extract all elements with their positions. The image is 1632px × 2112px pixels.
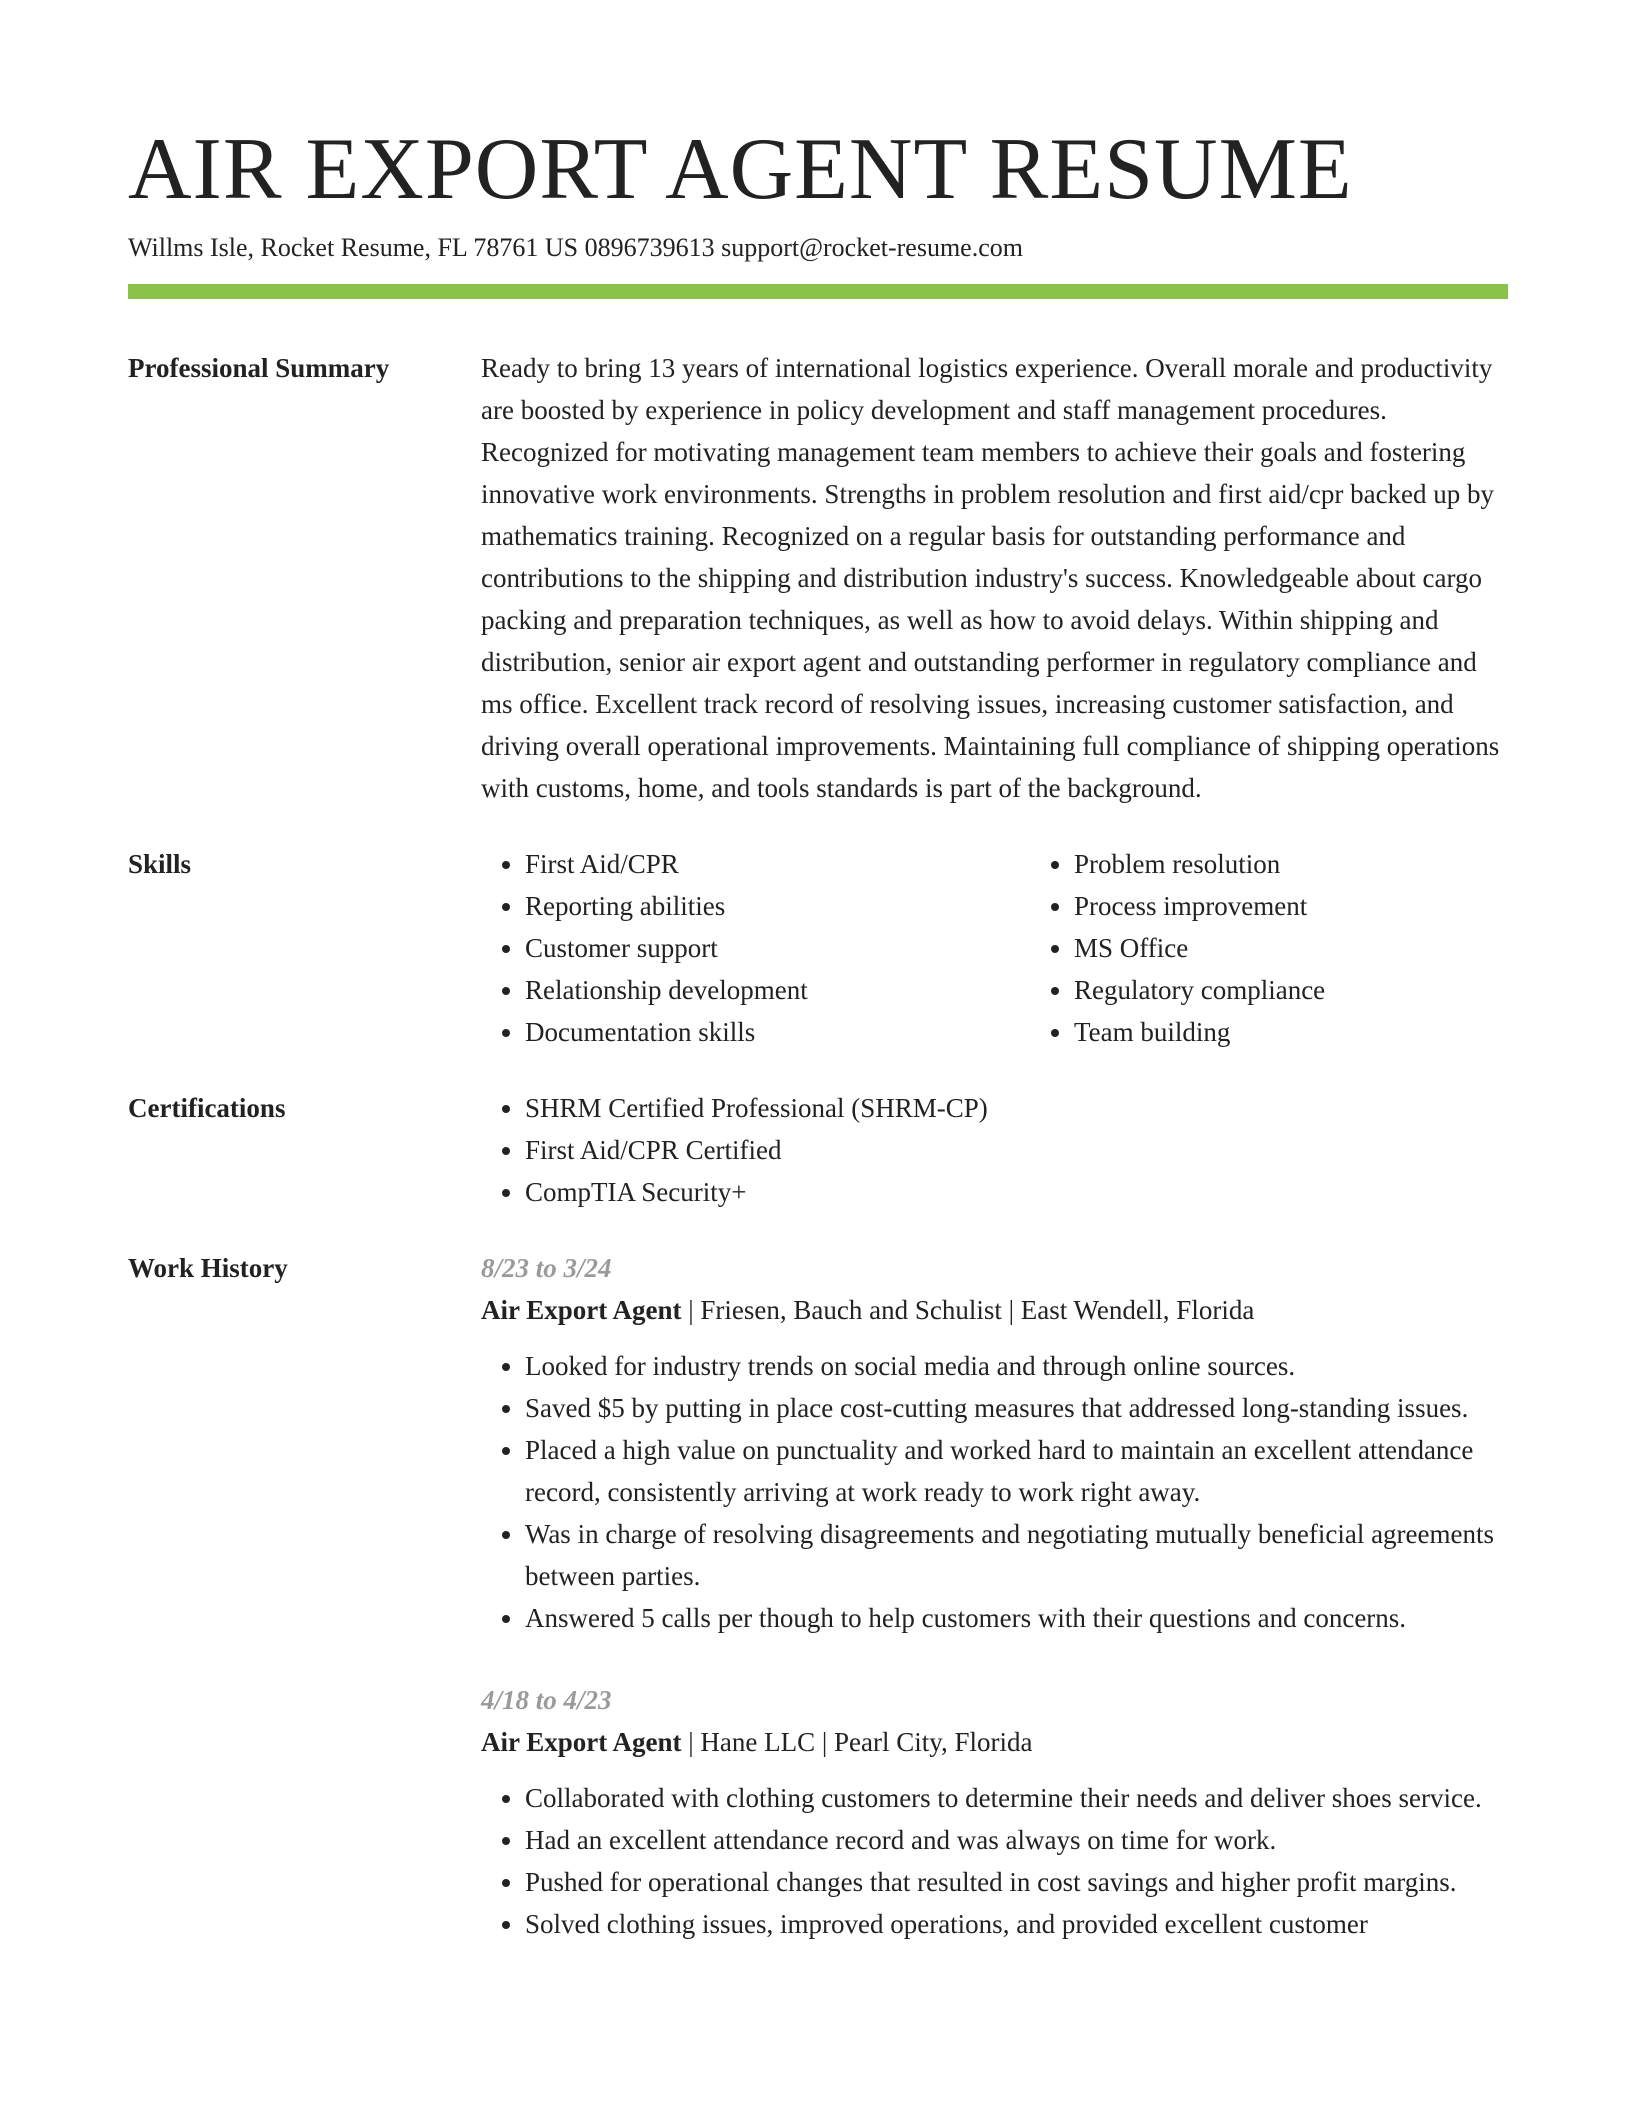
certifications-section [128, 1087, 1508, 1213]
certifications-label: Certifications [128, 1093, 286, 1123]
resume-title: AIR EXPORT AGENT RESUME [128, 121, 1353, 218]
certification-item: • CompTIA Security+ [525, 1171, 1508, 1213]
job-heading [481, 1721, 1508, 1763]
job-heading [481, 1289, 1508, 1331]
certification-item: • First Aid/CPR Certified [525, 1129, 1508, 1171]
job-bullet: • Answered 5 calls per though to help customers with their questions and concerns. [525, 1597, 1508, 1639]
job-bullet: • Looked for industry trends on social media and through online sources. [525, 1345, 1508, 1387]
work-history-section [128, 1247, 1508, 1985]
summary-text: Ready to bring 13 years of international logistics experience. Overall morale and productivity are boosted by experience in policy development and staff management procedures. Recognized for motivating management team members to achieve their goals and fostering innovative work environments. Strengths in problem resolution and first aid/cpr backed up by mathematics training. Recognized on a regular basis for outstanding performance and contributions to the shipping and distribution industry's success. Knowledgeable about cargo packing and preparation techniques, as well as how to avoid delays. Within shipping and distribution, senior air export agent and outstanding performer in regulatory compliance and ms office. Excellent track record of resolving issues, increasing customer satisfaction, and driving overall operational improvements. Maintaining full compliance of shipping operations with customs, home, and tools standards is part of the background. [481, 353, 1500, 803]
job-entry [481, 1679, 1508, 1945]
job-bullet: • Placed a high value on punctuality and worked hard to maintain an excellent attendance record, consistently arriving at work ready to work right away. [525, 1429, 1508, 1513]
certification-item: • SHRM Certified Professional (SHRM-CP) [525, 1087, 1508, 1129]
job-bullet: • Saved $5 by putting in place cost-cutting measures that addressed long-standing issues. [525, 1387, 1508, 1429]
job-bullets [481, 1345, 1508, 1639]
skills-list-right [1030, 843, 1579, 1053]
skills-list-left [481, 843, 1030, 1053]
skill-item: • Relationship development [525, 969, 1030, 1011]
skill-item: • Reporting abilities [525, 885, 1030, 927]
contact-line: Willms Isle, Rocket Resume, FL 78761 US 0896739613 support@rocket-resume.com [128, 233, 1023, 262]
job-title: Air Export Agent [481, 1295, 682, 1325]
skill-item: • Documentation skills [525, 1011, 1030, 1053]
summary-label: Professional Summary [128, 353, 390, 383]
skills-label: Skills [128, 849, 192, 879]
job-bullet: • Collaborated with clothing customers to determine their needs and deliver shoes service. [525, 1777, 1508, 1819]
skill-item: • First Aid/CPR [525, 843, 1030, 885]
job-details: | Hane LLC | Pearl City, Florida [681, 1727, 1033, 1757]
certifications-list [481, 1087, 1508, 1213]
skill-item: • MS Office [1074, 927, 1579, 969]
skills-section [128, 843, 1508, 1053]
job-dates: 8/23 to 3/24 [481, 1253, 612, 1283]
job-details: | Friesen, Bauch and Schulist | East Wendell, Florida [681, 1295, 1255, 1325]
job-title: Air Export Agent [481, 1727, 682, 1757]
job-bullets [481, 1777, 1508, 1945]
skill-item: • Regulatory compliance [1074, 969, 1579, 1011]
skill-item: • Process improvement [1074, 885, 1579, 927]
resume-page [128, 120, 1508, 1985]
skill-item: • Team building [1074, 1011, 1579, 1053]
work-history-label: Work History [128, 1253, 288, 1283]
job-bullet: • Had an excellent attendance record and was always on time for work. [525, 1819, 1508, 1861]
job-bullet: • Solved clothing issues, improved operations, and provided excellent customer [525, 1903, 1508, 1945]
job-entry [481, 1247, 1508, 1639]
summary-section [128, 347, 1508, 809]
job-dates: 4/18 to 4/23 [481, 1685, 612, 1715]
accent-divider [128, 284, 1508, 299]
skill-item: • Customer support [525, 927, 1030, 969]
job-bullet: • Was in charge of resolving disagreements and negotiating mutually beneficial agreements between parties. [525, 1513, 1508, 1597]
skill-item: • Problem resolution [1074, 843, 1579, 885]
job-bullet: • Pushed for operational changes that resulted in cost savings and higher profit margins. [525, 1861, 1508, 1903]
